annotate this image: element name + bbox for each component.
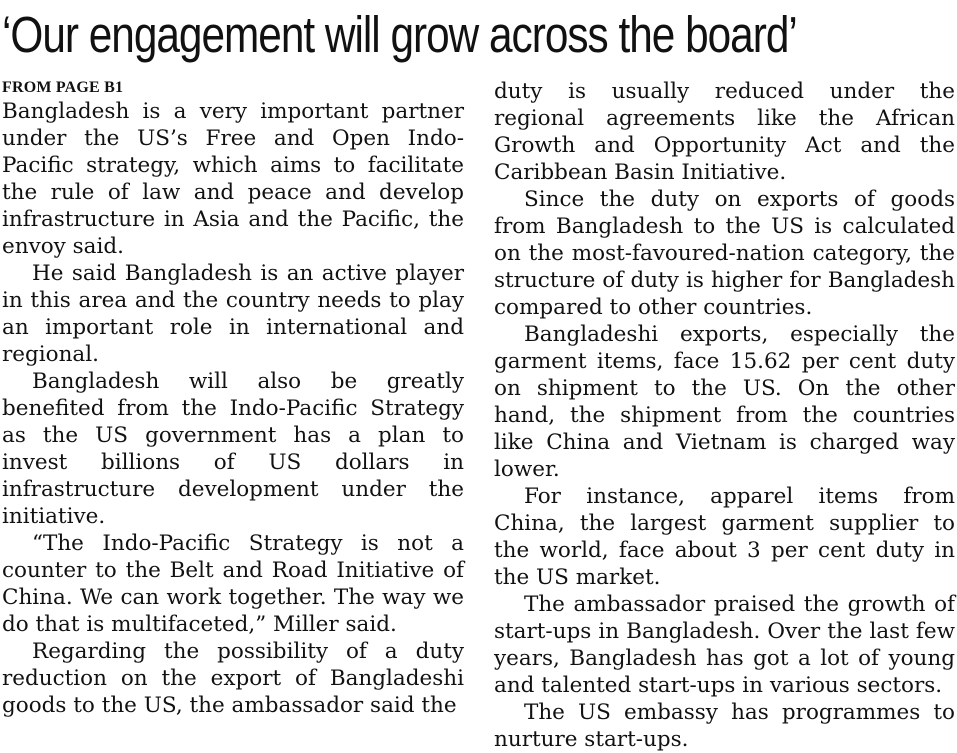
paragraph: Since the duty on exports of goods from Bangladesh to the US is calculated on the most-favoured-nation category, the structure of duty is higher for Bangladesh compared to other countries. — [494, 187, 955, 320]
paragraph: Bangladeshi exports, especially the garment items, face 15.62 per cent duty on shipment to the US. On the other hand, the shipment from the countries like China and Vietnam is charged way lower. — [494, 322, 955, 482]
continuation-kicker: FROM PAGE B1 — [2, 79, 124, 96]
paragraph: “The Indo-Pacific Strategy is not a counter to the Belt and Road Initiative of China. We can work together. The way we do that is multifaceted,” Miller said. — [2, 531, 464, 637]
article-column-right — [494, 78, 955, 753]
paragraph: Bangladesh is a very important partner under the US’s Free and Open Indo-Pacific strategy, which aims to facilitate the rule of law and peace and develop infrastructure in Asia and the Pacific, the envoy said. — [2, 99, 464, 259]
paragraph: For instance, apparel items from China, the largest garment supplier to the world, face about 3 per cent duty in the US market. — [494, 484, 955, 590]
paragraph: duty is usually reduced under the regional agreements like the African Growth and Opportunity Act and the Caribbean Basin Initiative. — [494, 79, 955, 185]
paragraph: The US embassy has programmes to nurture start-ups. — [494, 700, 955, 752]
paragraph: Bangladesh will also be greatly benefited from the Indo-Pacific Strategy as the US government has a plan to invest billions of US dollars in infrastructure development under the initiative. — [2, 369, 464, 529]
article-column-left — [2, 78, 464, 719]
paragraph: The ambassador praised the growth of start-ups in Bangladesh. Over the last few years, Bangladesh has got a lot of young and talented start-ups in various sectors. — [494, 592, 955, 698]
headline: ‘Our engagement will grow across the board’ — [2, 6, 797, 63]
paragraph: He said Bangladesh is an active player in this area and the country needs to play an important role in international and regional. — [2, 261, 464, 367]
paragraph: Regarding the possibility of a duty reduction on the export of Bangladeshi goods to the US, the ambassador said the — [2, 639, 464, 718]
